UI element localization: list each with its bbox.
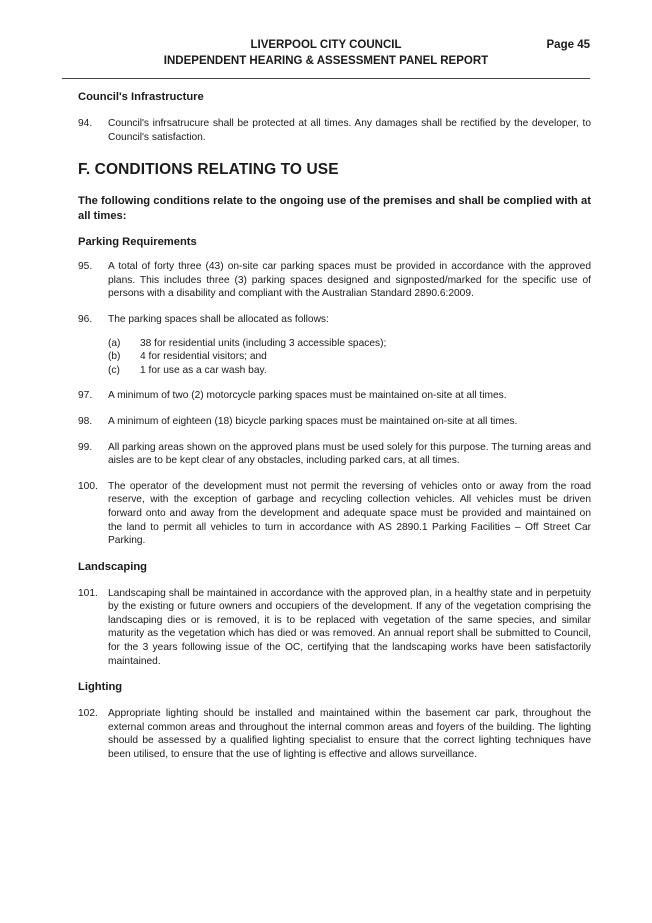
list-item-text: 38 for residential units (including 3 accessible spaces); (140, 337, 387, 349)
condition-text: Landscaping shall be maintained in accordance with the approved plan, in a healthy state and in perpetuity by the existing or future owners and occupiers of the development. If any of the vegetation comprising the landscaping dies or is removed, it is to be replaced with vegetation of the same species, and similar maturity as the vegetation which has died or was removed. An annual report shall be submitted to Council, for the 3 years following issue of the OC, certifying that the landscaping works have been satisfactorily maintained. (108, 587, 591, 667)
list-item-text: 4 for residential visitors; and (140, 351, 267, 363)
section-f-title: F. CONDITIONS RELATING TO USE (78, 161, 339, 179)
header-divider (62, 78, 590, 79)
condition-text: The operator of the development must not permit the reversing of vehicles onto or away from the road reserve, with the exception of garbage and recycling collection vehicles. All vehicles must be driven forward onto and away from the development and adequate space must be provided and maintained on the land to permit all vehicles to turn in accordance with AS 2890.1 Parking Facilities – Off Street Car Parking. (108, 480, 591, 547)
condition-95 (78, 260, 591, 301)
list-item (108, 337, 591, 351)
heading-lighting: Lighting (78, 681, 123, 694)
condition-97 (78, 389, 591, 403)
condition-98 (78, 415, 591, 429)
list-item (108, 364, 591, 378)
list-item-label: (a) (108, 337, 121, 349)
heading-parking: Parking Requirements (78, 236, 197, 249)
heading-infrastructure: Council's Infrastructure (78, 91, 204, 103)
header-report-name: INDEPENDENT HEARING & ASSESSMENT PANEL REPORT (163, 55, 489, 67)
condition-number: 98. (78, 415, 93, 427)
condition-99 (78, 441, 591, 468)
page-header (0, 37, 652, 71)
list-item-label: (b) (108, 351, 121, 363)
condition-102 (78, 707, 591, 761)
condition-text: Council's infrsatrucure shall be protected at all times. Any damages shall be rectified by the developer, to Council's satisfaction. (108, 118, 591, 143)
condition-number: 95. (78, 261, 93, 273)
condition-number: 100. (78, 480, 98, 492)
condition-101 (78, 587, 591, 669)
page-number: Page 45 (546, 39, 590, 51)
header-council-name: LIVERPOOL CITY COUNCIL (250, 39, 402, 51)
condition-number: 97. (78, 390, 93, 402)
condition-number: 96. (78, 313, 93, 325)
section-f-intro: The following conditions relate to the ongoing use of the premises and shall be complied with at all times: (78, 195, 591, 222)
condition-number: 102. (78, 708, 98, 720)
list-item (108, 350, 591, 364)
condition-number: 101. (78, 587, 98, 599)
condition-94 (78, 117, 591, 144)
condition-number: 94. (78, 118, 93, 129)
condition-96 (78, 313, 591, 327)
heading-landscaping: Landscaping (78, 560, 147, 573)
allocation-list (108, 337, 591, 378)
condition-text: All parking areas shown on the approved plans must be used solely for this purpose. The turning areas and aisles are to be kept clear of any obstacles, including parked cars, at all times. (108, 441, 591, 467)
condition-text: Appropriate lighting should be installed and maintained within the basement car park, throughout the external common areas and throughout the internal common areas and foyers of the building. The lighting should be assessed by a qualified lighting specialist to ensure that the correct lighting techniques have been utilised, to ensure that the use of lighting is effective and allows surveillance. (108, 708, 591, 761)
document-body (78, 90, 591, 762)
condition-number: 99. (78, 441, 93, 453)
condition-100 (78, 480, 591, 548)
list-item-label: (c) (108, 364, 120, 376)
condition-text: A total of forty three (43) on-site car parking spaces must be provided in accordance with the approved plans. This includes three (3) parking spaces designed and signposted/marked for the specific use of persons with a disability and compliant with the Australian Standard 2890.6:2009. (108, 261, 591, 300)
condition-text: A minimum of eighteen (18) bicycle parking spaces must be maintained on-site at all times. (108, 415, 518, 427)
condition-text: A minimum of two (2) motorcycle parking spaces must be maintained on-site at all times. (108, 390, 507, 402)
condition-text: The parking spaces shall be allocated as follows: (108, 313, 329, 325)
list-item-text: 1 for use as a car wash bay. (140, 364, 267, 376)
